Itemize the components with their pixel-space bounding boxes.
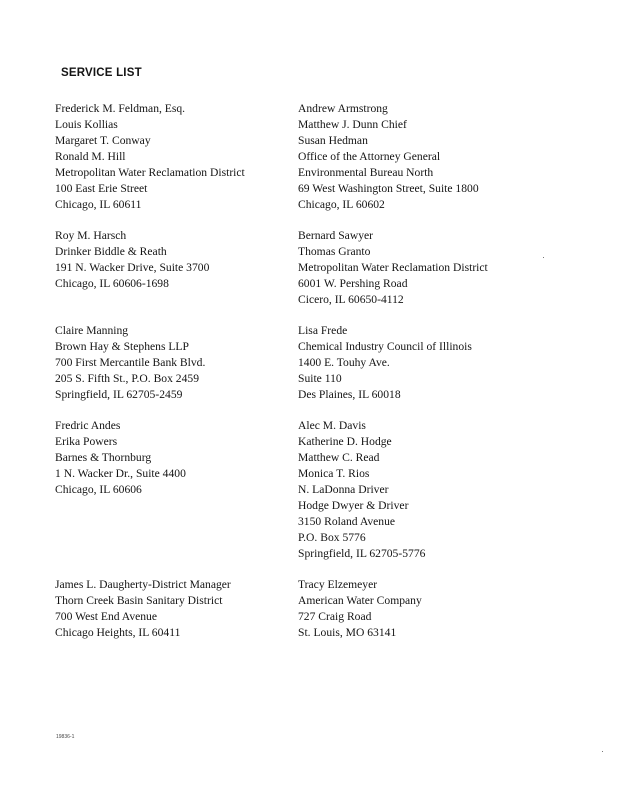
service-entry [298,101,479,213]
entry-line: Brown Hay & Stephens LLP [55,340,189,353]
entry-line: Alec M. Davis [298,419,366,432]
entry-line: Matthew J. Dunn Chief [298,118,407,131]
entry-line: Susan Hedman [298,134,368,147]
entry-line: Ronald M. Hill [55,150,126,163]
scan-speck [543,257,544,258]
entry-line: 700 West End Avenue [55,610,157,623]
entry-line: 6001 W. Pershing Road [298,277,408,290]
entry-line: Chicago, IL 60611 [55,198,142,211]
entry-line: Chicago, IL 60602 [298,198,385,211]
entry-line: 3150 Roland Avenue [298,515,396,528]
entry-line: Metropolitan Water Reclamation District [298,261,488,274]
page-title: SERVICE LIST [61,67,142,79]
entry-line: Katherine D. Hodge [298,435,392,448]
entry-line: Margaret T. Conway [55,134,151,147]
service-entry [55,228,209,292]
entry-line: Chicago, IL 60606-1698 [55,277,169,290]
entry-line: Springfield, IL 62705-2459 [55,388,183,401]
entry-line: Tracy Elzemeyer [298,578,378,591]
entry-line: Monica T. Rios [298,467,370,480]
entry-line: 205 S. Fifth St., P.O. Box 2459 [55,372,199,385]
entry-line: Cicero, IL 60650-4112 [298,293,404,306]
entry-line: Thorn Creek Basin Sanitary District [55,594,223,607]
entry-line: 700 First Mercantile Bank Blvd. [55,356,206,369]
entry-line: Claire Manning [55,324,129,337]
entry-line: Office of the Attorney General [298,150,441,163]
entry-line: Andrew Armstrong [298,102,388,115]
entry-line: Barnes & Thornburg [55,451,152,464]
entry-line: Bernard Sawyer [298,229,374,242]
entry-line: Roy M. Harsch [55,229,127,242]
entry-line: Fredric Andes [55,419,121,432]
entry-line: Hodge Dwyer & Driver [298,499,409,512]
scan-speck [602,751,603,752]
entry-line: Frederick M. Feldman, Esq. [55,102,186,115]
entry-line: Erika Powers [55,435,118,448]
entry-line: James L. Daugherty-District Manager [55,578,231,591]
entry-line: American Water Company [298,594,422,607]
entry-line: Suite 110 [298,372,342,385]
entry-line: 100 East Erie Street [55,182,148,195]
service-entry [55,418,186,498]
entry-line: Chicago, IL 60606 [55,483,142,496]
entry-line: Thomas Granto [298,245,371,258]
service-entry [55,323,205,403]
entry-line: Environmental Bureau North [298,166,434,179]
entry-line: P.O. Box 5776 [298,531,366,544]
entry-line: 1400 E. Touhy Ave. [298,356,390,369]
entry-line: Matthew C. Read [298,451,380,464]
service-entry [298,577,422,641]
entry-line: Chemical Industry Council of Illinois [298,340,472,353]
entry-line: Lisa Frede [298,324,348,337]
service-entry [298,323,472,403]
service-entry [55,101,245,213]
entry-line: Chicago Heights, IL 60411 [55,626,181,639]
entry-line: Metropolitan Water Reclamation District [55,166,245,179]
entry-line: Louis Kollias [55,118,118,131]
entry-line: Drinker Biddle & Reath [55,245,167,258]
entry-line: St. Louis, MO 63141 [298,626,397,639]
entry-line: Des Plaines, IL 60018 [298,388,401,401]
entry-line: Springfield, IL 62705-5776 [298,547,426,560]
service-entry [298,228,488,308]
service-entry [55,577,231,641]
entry-line: N. LaDonna Driver [298,483,389,496]
entry-line: 69 West Washington Street, Suite 1800 [298,182,479,195]
service-entry [298,418,425,562]
footer-doc-number: 19836-1 [56,734,75,740]
entry-line: 727 Craig Road [298,610,372,623]
entry-line: 1 N. Wacker Dr., Suite 4400 [55,467,186,480]
entry-line: 191 N. Wacker Drive, Suite 3700 [55,261,210,274]
